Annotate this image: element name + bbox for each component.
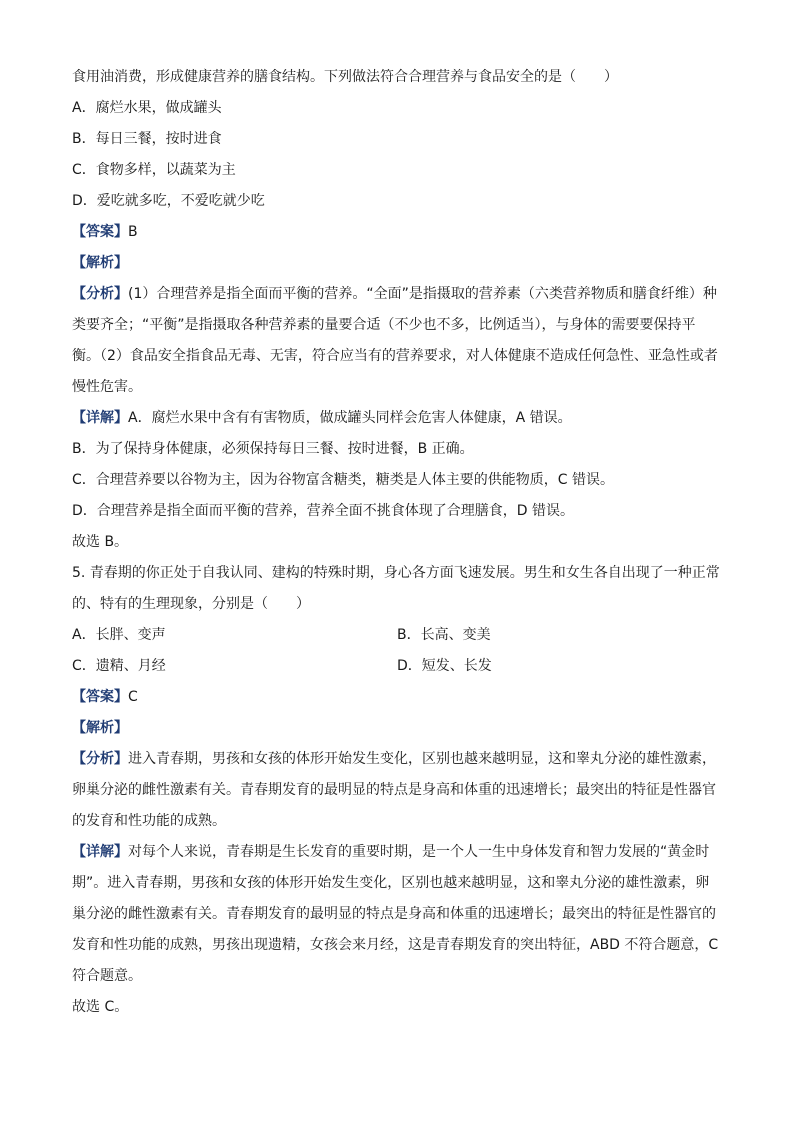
q5-options-row-1	[72, 620, 722, 651]
q5-options-row-2	[72, 651, 722, 682]
q5-analysis-tag: 【解析】	[72, 720, 128, 736]
q5-conclusion: 故选 C。	[72, 999, 129, 1015]
q4-option-b: B．每日三餐，按时进食	[72, 131, 222, 147]
q4-analysis-tag: 【解析】	[72, 255, 128, 271]
q4-option-a: A．腐烂水果，做成罐头	[72, 100, 222, 116]
q4-answer-line	[72, 217, 722, 248]
q5-option-c: C．遗精、月经	[72, 658, 166, 674]
q4-answer-tag: 【答案】	[72, 224, 128, 240]
q4-answer-value: B	[128, 224, 138, 240]
q4-detail-c: C．合理营养要以谷物为主，因为谷物富含糖类，糖类是人体主要的供能物质，C 错误。	[72, 472, 614, 488]
q4-stem-tail: 食用油消费，形成健康营养的膳食结构。下列做法符合合理营养与食品安全的是（ ）	[72, 69, 618, 85]
q4-detail-b: B．为了保持身体健康，必须保持每日三餐、按时进餐，B 正确。	[72, 441, 474, 457]
q5-fenxi-paragraph	[72, 744, 722, 837]
q4-fenxi-paragraph	[72, 279, 722, 403]
q5-answer-value: C	[128, 689, 138, 705]
q5-fenxi-tag: 【分析】	[72, 751, 128, 767]
q5-option-b: B．长高、变美	[397, 627, 491, 643]
q5-detail-text: 对每个人来说，青春期是生长发育的重要时期，是一个人一生中身体发育和智力发展的“黄金时期”。进入青春期，男孩和女孩的体形开始发生变化，区别也越来越明显，这和睾丸分泌的雄性激素，卵巢分泌的雌性激素有关。青春期发育的最明显的特点是身高和体重的迅速增长；最突出的特征是性器官的发育和性功能的成熟，男孩出现遗精，女孩会来月经，这是青春期发育的突出特征，ABD 不符合题意，C 符合题意。	[72, 844, 719, 984]
q5-option-d: D．短发、长发	[397, 658, 492, 674]
q4-detail-d: D．合理营养是指全面而平衡的营养，营养全面不挑食体现了合理膳食，D 错误。	[72, 503, 575, 519]
q4-conclusion: 故选 B。	[72, 534, 129, 550]
q4-fenxi-tag: 【分析】	[72, 286, 128, 302]
q4-detail-a: A．腐烂水果中含有有害物质，做成罐头同样会危害人体健康，A 错误。	[128, 410, 572, 426]
q5-stem: 5. 青春期的你正处于自我认同、建构的特殊时期，身心各方面飞速发展。男生和女生各自出现了一种正常的、特有的生理现象，分别是（ ）	[72, 565, 720, 612]
q4-analysis-line	[72, 248, 722, 279]
q4-detail-line-a	[72, 403, 722, 434]
q4-fenxi-text: (1）合理营养是指全面而平衡的营养。“全面”是指摄取的营养素（六类营养物质和膳食纤维）种类要齐全；“平衡”是指摄取各种营养素的量要合适（不少也不多，比例适当），与身体的需要要保持平衡。（2）食品安全指食品无毒、无害，符合应当有的营养要求，对人体健康不造成任何急性、亚急性或者慢性危害。	[72, 286, 718, 395]
q5-detail-paragraph	[72, 837, 722, 992]
q4-option-d: D．爱吃就多吃，不爱吃就少吃	[72, 193, 265, 209]
q4-option-c: C．食物多样，以蔬菜为主	[72, 162, 236, 178]
q5-answer-tag: 【答案】	[72, 689, 128, 705]
q5-detail-tag: 【详解】	[72, 844, 128, 860]
document-page	[72, 62, 722, 1023]
q4-detail-tag: 【详解】	[72, 410, 128, 426]
q5-analysis-line	[72, 713, 722, 744]
q5-answer-line	[72, 682, 722, 713]
q5-fenxi-text: 进入青春期，男孩和女孩的体形开始发生变化，区别也越来越明显，这和睾丸分泌的雄性激素，卵巢分泌的雌性激素有关。青春期发育的最明显的特点是身高和体重的迅速增长；最突出的特征是性器官的发育和性功能的成熟。	[72, 751, 716, 829]
q5-option-a: A．长胖、变声	[72, 627, 166, 643]
